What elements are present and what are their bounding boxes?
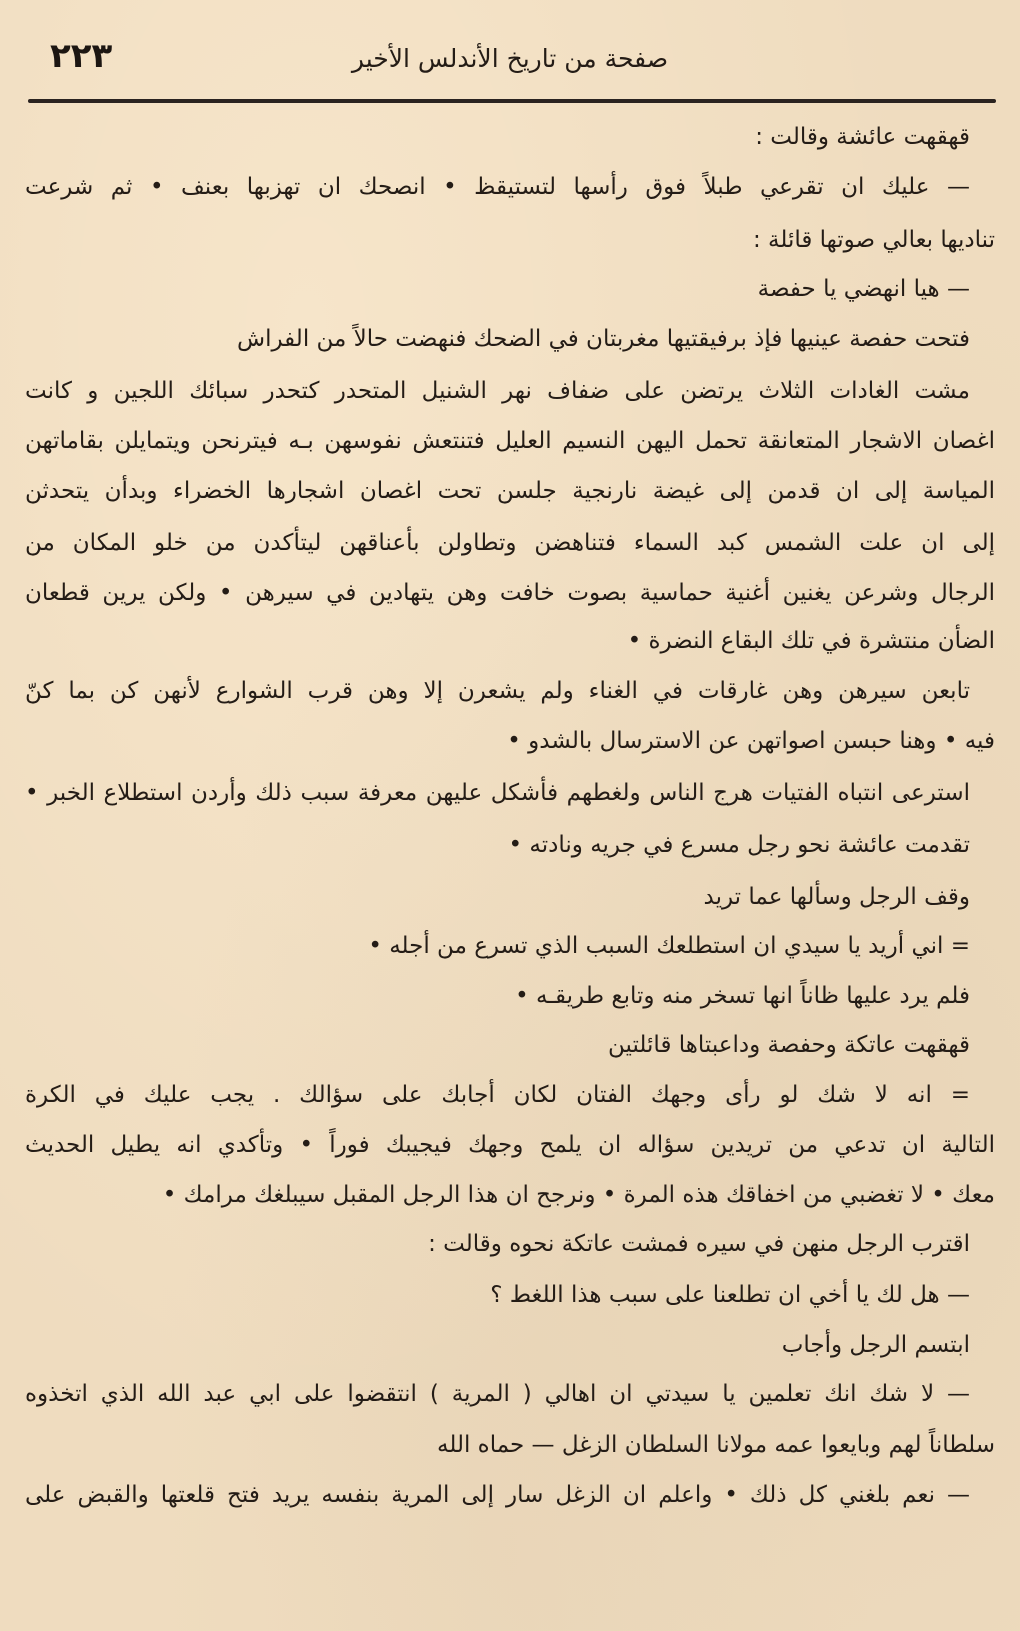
page-number: ٢٢٣ bbox=[50, 36, 113, 76]
text-line: معك • لا تغضبي من اخفاقك هذه المرة • ونرجح ان هذا الرجل المقبل سيبلغك مرامك • bbox=[162, 1182, 995, 1208]
text-line: = اني أريد يا سيدي ان استطلعك السبب الذي تسرع من أجله • bbox=[368, 933, 970, 959]
text-line: التالية ان تدعي من تريدين سؤاله ان يلمح وجهك فيجيبك فوراً • وتأكدي انه يطيل الحديث bbox=[25, 1132, 995, 1158]
text-line: ابتسم الرجل وأجاب bbox=[781, 1332, 970, 1358]
text-line: فلم يرد عليها ظاناً انها تسخر منه وتابع طريقـه • bbox=[515, 983, 970, 1009]
text-line: اغصان الاشجار المتعانقة تحمل اليهن النسيم العليل فتنتعش نفوسهن بـه فيترنحن ويتمايلن بقاماتهن bbox=[25, 428, 995, 454]
text-line: قهقهت عائشة وقالت : bbox=[755, 124, 970, 150]
text-line: مشت الغادات الثلاث يرتضن على ضفاف نهر الشنيل المتحدر كتحدر سبائك اللجين و كانت bbox=[25, 378, 970, 404]
text-line: إلى ان علت الشمس كبد السماء فتناهضن وتطاولن بأعناقهن ليتأكدن من خلو المكان من bbox=[25, 530, 995, 556]
text-line: فيه • وهنا حبسن اصواتهن عن الاسترسال بالشدو • bbox=[507, 728, 995, 754]
running-header-title: صفحة من تاريخ الأندلس الأخير bbox=[351, 44, 669, 73]
text-line: = انه لا شك لو رأى وجهك الفتان لكان أجابك على سؤالك . يجب عليك في الكرة bbox=[25, 1082, 970, 1108]
header-rule-divider bbox=[28, 99, 996, 103]
text-line: تقدمت عائشة نحو رجل مسرع في جريه ونادته • bbox=[508, 832, 970, 858]
text-line: تابعن سيرهن وهن غارقات في الغناء ولم يشعرن إلا وهن قرب الشوارع لأنهن كن بما كنّ bbox=[25, 678, 970, 704]
text-line: فتحت حفصة عينيها فإذ برفيقتيها مغربتان في الضحك فنهضت حالاً من الفراش bbox=[237, 326, 970, 352]
text-line: الضأن منتشرة في تلك البقاع النضرة • bbox=[627, 628, 995, 654]
text-line: الرجال وشرعن يغنين أغنية حماسية بصوت خافت وهن يتهادين في سيرهن • ولكن يرين قطعان bbox=[25, 580, 995, 606]
text-line: — هيا انهضي يا حفصة bbox=[757, 276, 970, 302]
text-line: سلطاناً لهم وبايعوا عمه مولانا السلطان الزغل — حماه الله bbox=[437, 1432, 995, 1458]
text-line: — نعم بلغني كل ذلك • واعلم ان الزغل سار إلى المرية بنفسه يريد فتح قلعتها والقبض على bbox=[25, 1482, 970, 1508]
text-line: اقترب الرجل منهن في سيره فمشت عاتكة نحوه وقالت : bbox=[428, 1231, 970, 1257]
text-line: تناديها بعالي صوتها قائلة : bbox=[752, 227, 995, 253]
text-line: المياسة إلى ان قدمن إلى غيضة نارنجية جلسن تحت اغصان اشجارها الخضراء وبدأن يتحدثن bbox=[25, 478, 995, 504]
text-line: — لا شك انك تعلمين يا سيدتي ان اهالي ( المرية ) انتقضوا على ابي عبد الله الذي اتخذوه bbox=[25, 1381, 970, 1407]
text-line: — هل لك يا أخي ان تطلعنا على سبب هذا اللغط ؟ bbox=[490, 1282, 970, 1308]
text-line: وقف الرجل وسألها عما تريد bbox=[703, 884, 970, 910]
text-line: استرعى انتباه الفتيات هرج الناس ولغطهم فأشكل عليهن معرفة سبب ذلك وأردن استطلاع الخبر • bbox=[25, 780, 970, 806]
text-line: قهقهت عاتكة وحفصة وداعبتاها قائلتين bbox=[608, 1032, 970, 1058]
text-line: — عليك ان تقرعي طبلاً فوق رأسها لتستيقظ • انصحك ان تهزبها بعنف • ثم شرعت bbox=[25, 174, 970, 200]
